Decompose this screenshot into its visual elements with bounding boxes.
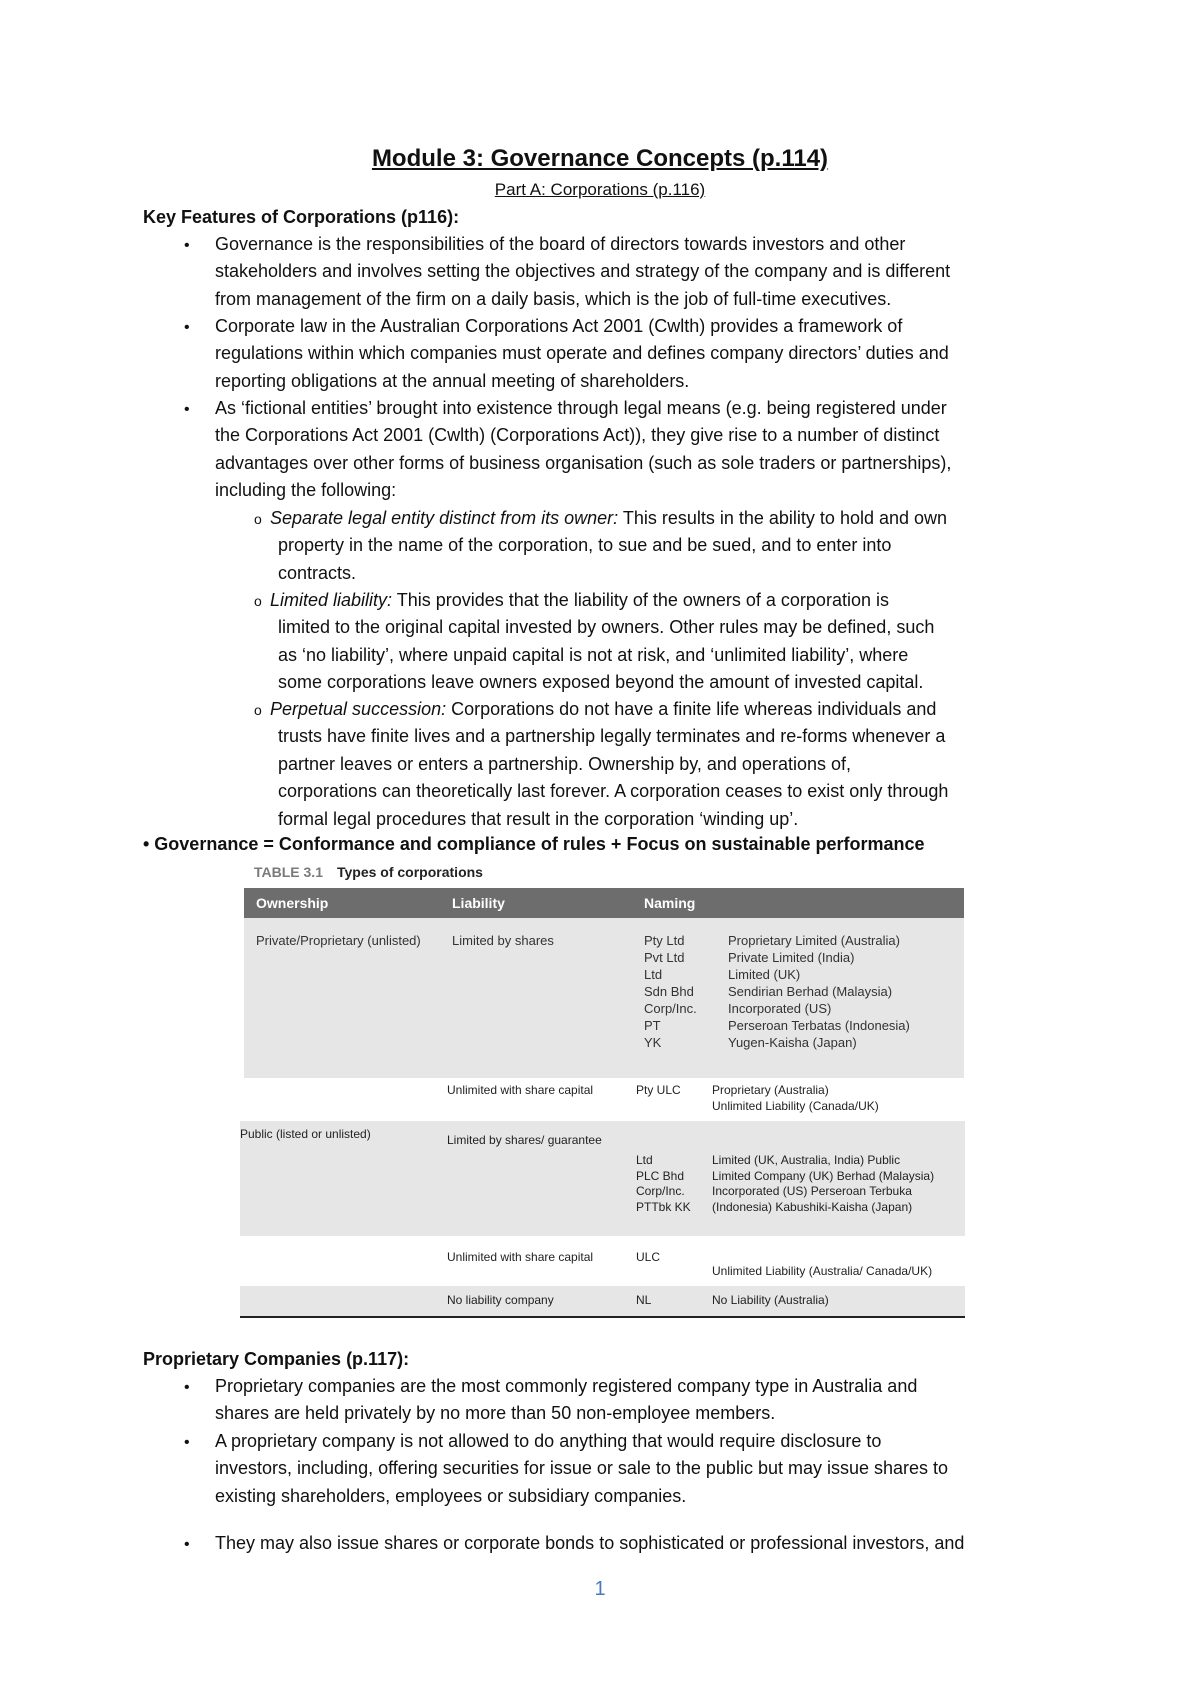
name: Proprietary (Australia) bbox=[712, 1083, 829, 1097]
governance-formula: • Governance = Conformance and compliance of rules + Focus on sustainable performance bbox=[143, 834, 925, 854]
cell-names bbox=[712, 1083, 879, 1114]
bullet-proprietary-disclosure bbox=[215, 1428, 1075, 1510]
code: Corp/Inc. bbox=[636, 1184, 685, 1198]
header-naming: Naming bbox=[644, 895, 696, 911]
bullet-marker: • bbox=[184, 319, 190, 336]
cell-name: Unlimited Liability (Australia/ Canada/UK) bbox=[712, 1264, 933, 1278]
sub-bullet-marker: o bbox=[254, 511, 262, 527]
text-line: Proprietary companies are the most commonly registered company type in Australia and bbox=[215, 1376, 918, 1396]
name: Limited (UK) bbox=[728, 967, 801, 982]
code: Ltd bbox=[644, 967, 663, 982]
code: Sdn Bhd bbox=[644, 984, 694, 999]
table-row-private bbox=[244, 918, 964, 1078]
table-caption bbox=[254, 864, 483, 880]
cell-liability: Unlimited with share capital bbox=[447, 1083, 594, 1097]
code: Pty Ltd bbox=[644, 933, 685, 948]
text-line: property in the name of the corporation, to sue and be sued, and to enter into bbox=[278, 535, 892, 556]
bullet-marker: • bbox=[184, 401, 190, 418]
cell-codes bbox=[644, 932, 697, 1051]
name: Incorporated (US) Perseroan Terbuka bbox=[712, 1184, 912, 1198]
cell-names bbox=[728, 932, 910, 1051]
bullet-governance-definition bbox=[215, 231, 1075, 313]
bullet-marker: • bbox=[184, 237, 190, 254]
term: Perpetual succession: bbox=[270, 699, 447, 719]
text-fragment: Corporations do not have a finite life whereas individuals and bbox=[446, 699, 937, 719]
name: Incorporated (US) bbox=[728, 1001, 832, 1016]
term: Separate legal entity distinct from its owner: bbox=[270, 508, 619, 528]
text-line: regulations within which companies must operate and defines company directors’ duties and bbox=[215, 343, 949, 364]
page-subtitle: Part A: Corporations (p.116) bbox=[494, 180, 706, 199]
text-line bbox=[270, 587, 1078, 614]
bullet-marker: • bbox=[184, 1536, 190, 1553]
text-line: advantages over other forms of business organisation (such as sole traders or partnerships), bbox=[215, 452, 952, 473]
page-number: 1 bbox=[594, 1578, 606, 1600]
text-line: trusts have finite lives and a partnership legally terminates and re-forms whenever a bbox=[278, 726, 946, 747]
text-line: limited to the original capital invested by owners. Other rules may be defined, such bbox=[278, 617, 935, 638]
cell-code: Pty ULC bbox=[636, 1083, 681, 1097]
text-line: from management of the firm on a daily basis, which is the job of full-time executives. bbox=[215, 288, 892, 309]
code: PLC Bhd bbox=[636, 1168, 685, 1183]
text-line: existing shareholders, employees or subsidiary companies. bbox=[215, 1485, 687, 1506]
table-title: Types of corporations bbox=[336, 864, 483, 880]
cell-name: No Liability (Australia) bbox=[712, 1293, 829, 1307]
table-header-row bbox=[244, 888, 964, 918]
header-ownership: Ownership bbox=[256, 895, 329, 911]
code: Corp/Inc. bbox=[644, 1001, 697, 1016]
bullet-corporate-law bbox=[215, 313, 1075, 395]
section-heading-proprietary: Proprietary Companies (p.117): bbox=[143, 1349, 410, 1369]
text-fragment: This results in the ability to hold and own bbox=[618, 508, 948, 528]
name: Unlimited Liability (Canada/UK) bbox=[712, 1098, 879, 1113]
text-fragment: This provides that the liability of the owners of a corporation is bbox=[392, 590, 889, 610]
cell-codes bbox=[636, 1153, 691, 1215]
code: PTTbk KK bbox=[636, 1199, 691, 1214]
text-line: investors, including, offering securities for issue or sale to the public but may issue shares to bbox=[215, 1458, 949, 1479]
text-line: shares are held privately by no more than 50 non-employee members. bbox=[215, 1403, 776, 1424]
text-line: stakeholders and involves setting the objectives and strategy of the company and is different bbox=[215, 261, 951, 282]
name: Perseroan Terbatas (Indonesia) bbox=[728, 1018, 910, 1033]
cell-code: NL bbox=[636, 1293, 652, 1307]
text-line: partner leaves or enters a partnership. Ownership by, and operations of, bbox=[278, 753, 851, 774]
bullet-proprietary-common bbox=[215, 1373, 1075, 1428]
table-row-no-liability bbox=[240, 1286, 965, 1318]
sub-bullet-limited-liability bbox=[270, 587, 1078, 697]
cell-ownership: Public (listed or unlisted) bbox=[240, 1127, 371, 1141]
text-line: including the following: bbox=[215, 480, 397, 501]
code: Pvt Ltd bbox=[644, 950, 685, 965]
text-line: A proprietary company is not allowed to do anything that would require disclosure to bbox=[215, 1431, 882, 1451]
name: Private Limited (India) bbox=[728, 950, 855, 965]
cell-liability: No liability company bbox=[447, 1293, 554, 1307]
text-line bbox=[270, 505, 1078, 532]
cell-liability: Limited by shares/ guarantee bbox=[447, 1133, 602, 1147]
name: Limited (UK, Australia, India) Public bbox=[712, 1153, 901, 1167]
text-line: Corporate law in the Australian Corporations Act 2001 (Cwlth) provides a framework of bbox=[215, 316, 903, 336]
section-heading-key-features: Key Features of Corporations (p116): bbox=[143, 207, 460, 227]
text-line: contracts. bbox=[278, 562, 357, 583]
text-line: as ‘no liability’, where unpaid capital is not at risk, and ‘unlimited liability’, where bbox=[278, 644, 909, 665]
cell-liability: Limited by shares bbox=[452, 933, 554, 948]
code: PT bbox=[644, 1018, 661, 1033]
cell-names bbox=[712, 1153, 934, 1215]
text-line: Governance is the responsibilities of the board of directors towards investors and other bbox=[215, 234, 906, 254]
page-title: Module 3: Governance Concepts (p.114) bbox=[371, 145, 829, 172]
text-line: formal legal procedures that result in the corporation ‘winding up’. bbox=[278, 808, 799, 829]
bullet-marker: • bbox=[184, 1434, 190, 1451]
code: Ltd bbox=[636, 1153, 653, 1167]
cell-ownership: Private/Proprietary (unlisted) bbox=[256, 933, 421, 948]
name: (Indonesia) Kabushiki-Kaisha (Japan) bbox=[712, 1199, 913, 1214]
sub-bullet-marker: o bbox=[254, 593, 262, 609]
header-liability: Liability bbox=[452, 895, 505, 911]
code: YK bbox=[644, 1035, 662, 1050]
sub-bullet-perpetual-succession bbox=[270, 696, 1078, 833]
text-line: As ‘fictional entities’ brought into existence through legal means (e.g. being registered under bbox=[215, 398, 947, 418]
cell-code: ULC bbox=[636, 1250, 661, 1264]
bullet-proprietary-bonds bbox=[215, 1530, 1075, 1557]
text-line: the Corporations Act 2001 (Cwlth) (Corporations Act)), they give rise to a number of distinct bbox=[215, 425, 940, 446]
sub-bullet-marker: o bbox=[254, 702, 262, 718]
name: Proprietary Limited (Australia) bbox=[728, 933, 900, 948]
text-line bbox=[270, 696, 1078, 723]
text-line: corporations can theoretically last forever. A corporation ceases to exist only through bbox=[278, 781, 949, 802]
table-number: TABLE 3.1 bbox=[254, 864, 323, 880]
cell-liability: Unlimited with share capital bbox=[447, 1250, 594, 1264]
name: Yugen-Kaisha (Japan) bbox=[728, 1035, 857, 1050]
sub-bullet-separate-legal-entity bbox=[270, 505, 1078, 587]
name: Sendirian Berhad (Malaysia) bbox=[728, 984, 893, 999]
text-line: reporting obligations at the annual meeting of shareholders. bbox=[215, 370, 690, 391]
table-types-of-corporations bbox=[240, 858, 965, 1318]
table-row-public bbox=[240, 1121, 965, 1236]
bullet-fictional-entities bbox=[215, 395, 1075, 505]
term: Limited liability: bbox=[270, 590, 393, 610]
text-line: They may also issue shares or corporate bonds to sophisticated or professional investors, and bbox=[215, 1533, 965, 1553]
name: Limited Company (UK) Berhad (Malaysia) bbox=[712, 1168, 935, 1183]
bullet-marker: • bbox=[184, 1379, 190, 1396]
text-line: some corporations leave owners exposed beyond the amount of invested capital. bbox=[278, 672, 924, 693]
